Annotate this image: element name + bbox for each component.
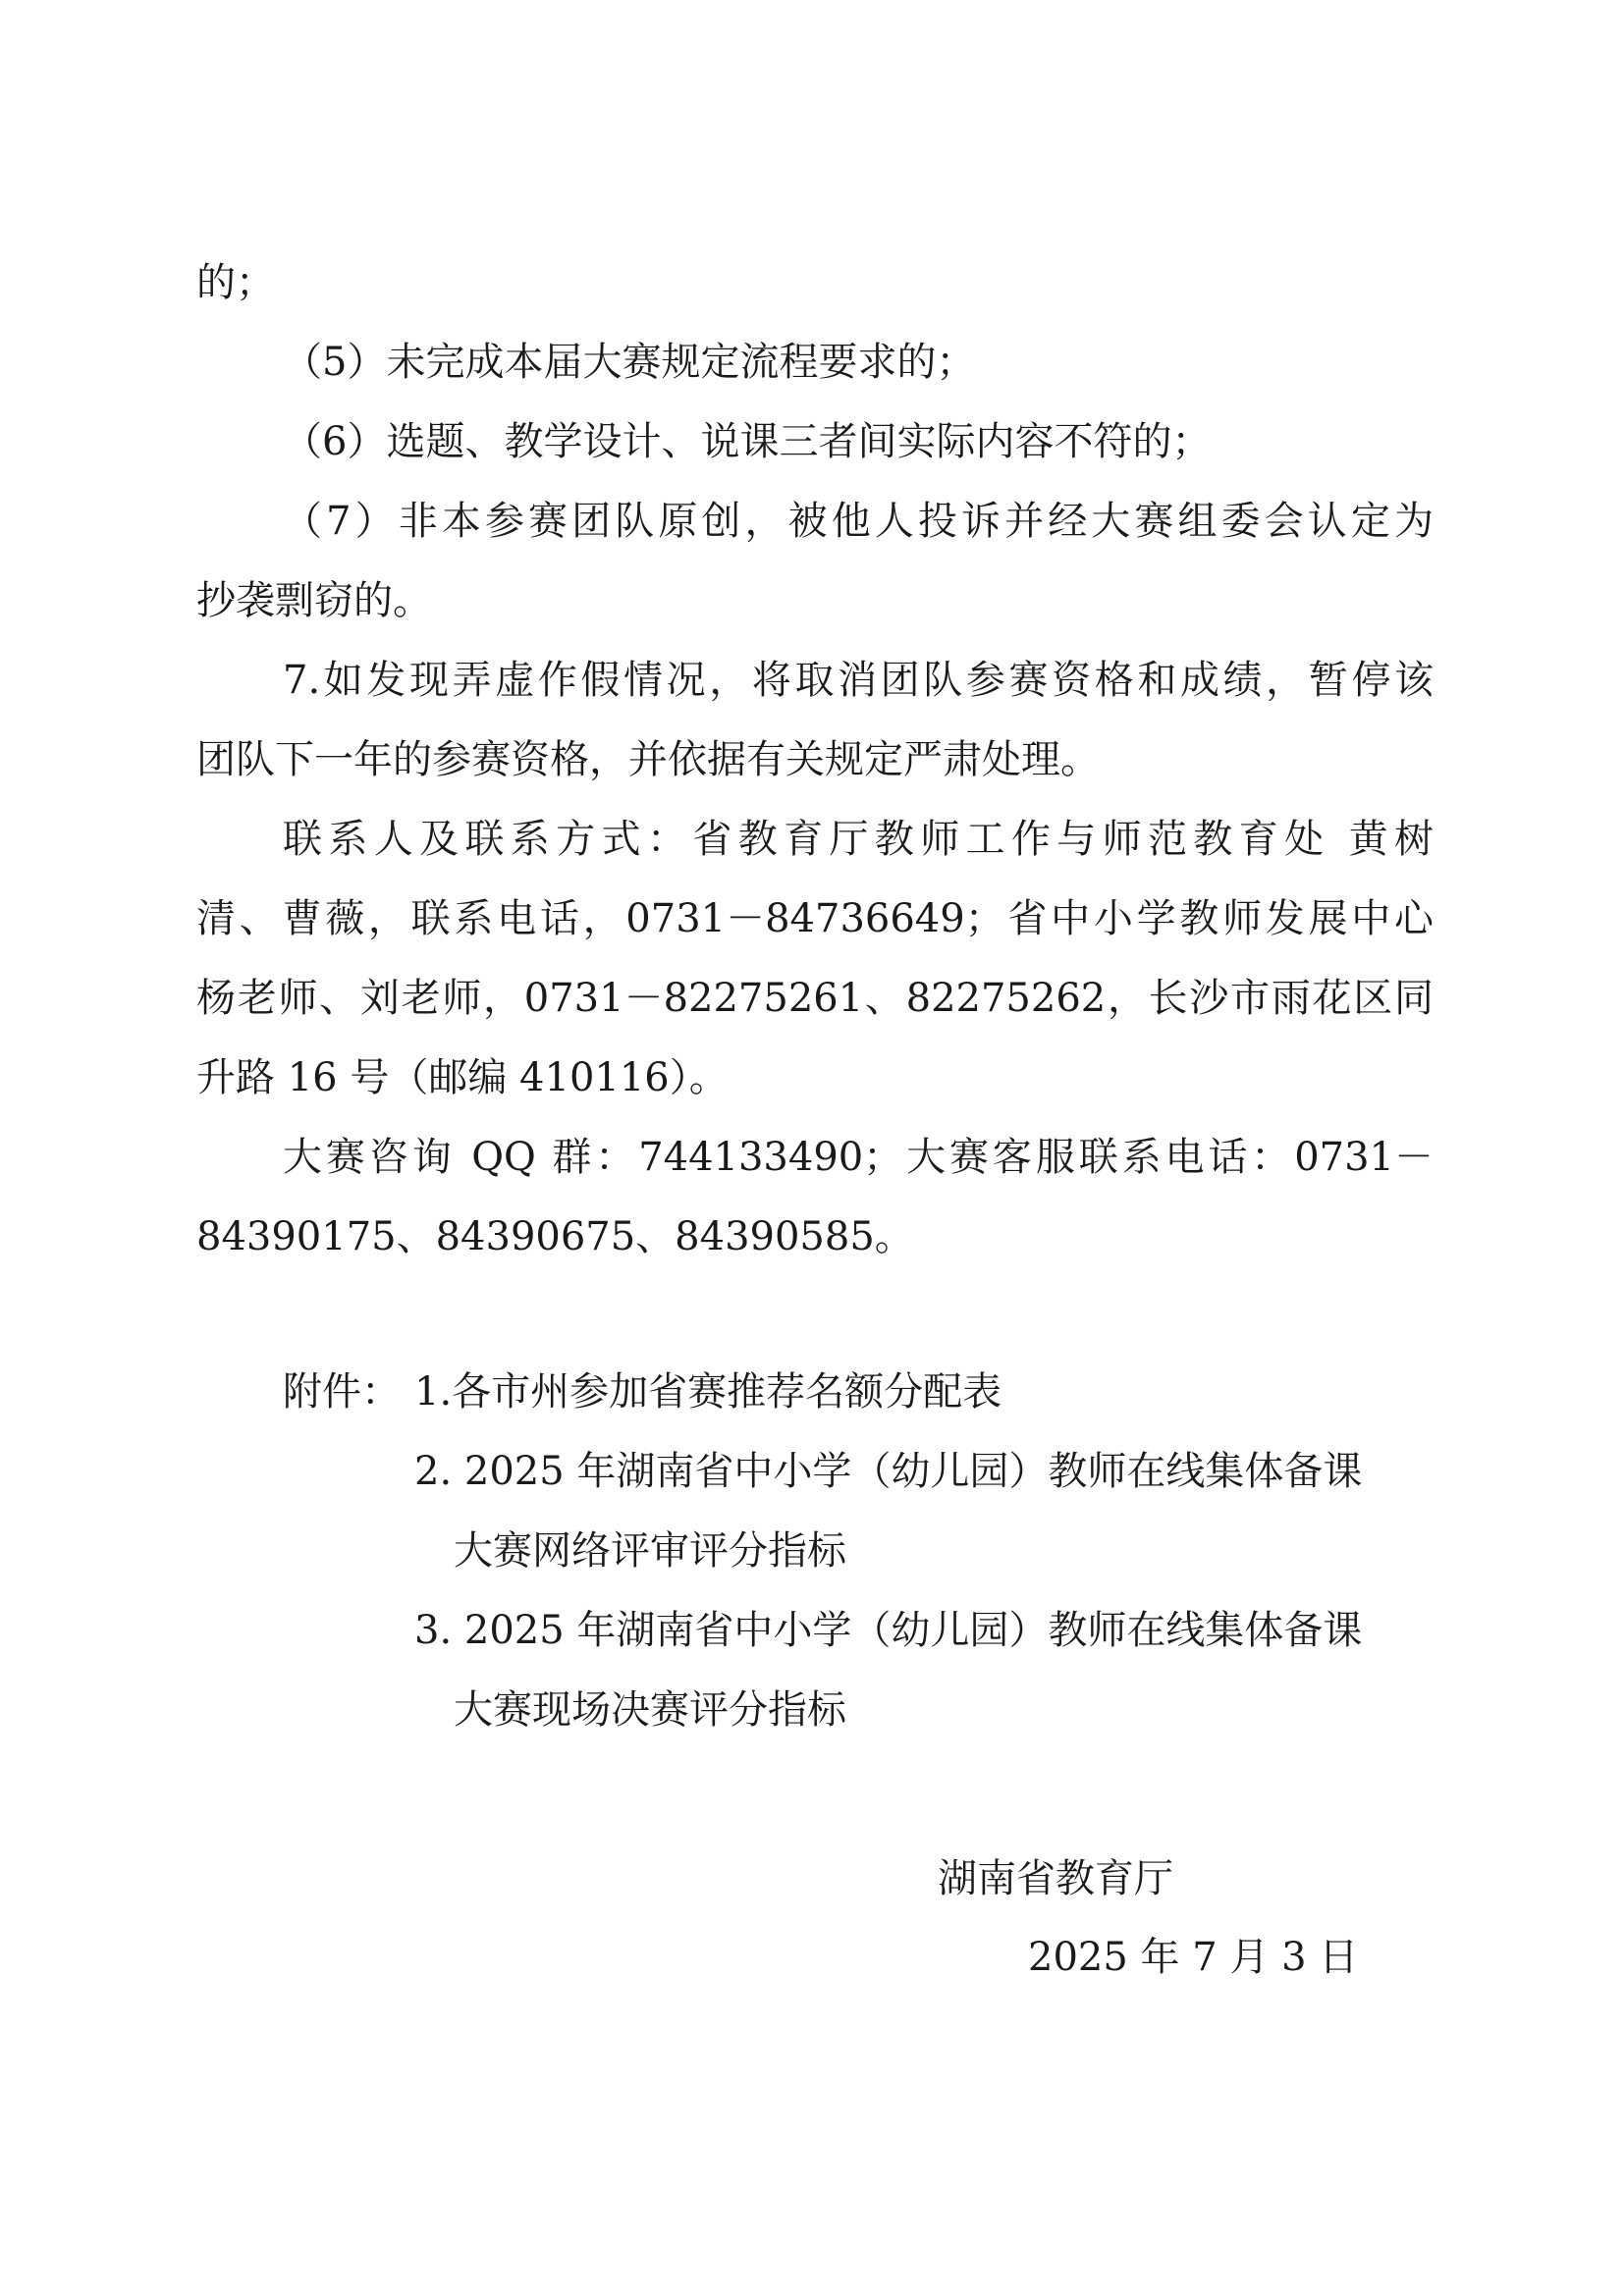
- attachments-label: 附件：: [283, 1369, 401, 1415]
- attachment-item-1: 1.各市州参加省赛推荐名额分配表: [414, 1369, 1002, 1415]
- body-line-8: 联系人及联系方式：省教育厅教师工作与师范教育处 黄树: [283, 817, 1434, 862]
- body-line-7: 团队下一年的参赛资格，并依据有关规定严肃处理。: [196, 737, 1100, 782]
- body-line-3: （6）选题、教学设计、说课三者间实际内容不符的；: [283, 419, 1212, 464]
- body-line-5: 抄袭剽窃的。: [196, 578, 432, 623]
- body-line-11: 升路 16 号（邮编 410116）。: [196, 1055, 729, 1100]
- body-line-1: 的；: [196, 260, 275, 305]
- attachment-item-2: 2. 2025 年湖南省中小学（幼儿园）教师在线集体备课: [414, 1449, 1363, 1494]
- issuer-org: 湖南省教育厅: [938, 1856, 1173, 1901]
- body-line-10: 杨老师、刘老师，0731－82275261、82275262，长沙市雨花区同: [196, 976, 1434, 1021]
- body-line-13: 84390175、84390675、84390585。: [196, 1214, 914, 1259]
- issue-date: 2025 年 7 月 3 日: [1028, 1935, 1359, 1980]
- body-line-2: （5）未完成本届大赛规定流程要求的；: [283, 340, 976, 385]
- body-line-9: 清、曹薇，联系电话，0731－84736649；省中小学教师发展中心: [196, 896, 1434, 941]
- attachment-item-3-cont: 大赛现场决赛评分指标: [454, 1687, 846, 1733]
- attachment-item-3: 3. 2025 年湖南省中小学（幼儿园）教师在线集体备课: [414, 1608, 1363, 1653]
- body-line-6: 7.如发现弄虚作假情况，将取消团队参赛资格和成绩，暂停该: [283, 658, 1434, 703]
- attachment-item-2-cont: 大赛网络评审评分指标: [454, 1528, 846, 1574]
- body-line-4: （7）非本参赛团队原创，被他人投诉并经大赛组委会认定为: [283, 499, 1434, 544]
- body-line-12: 大赛咨询 QQ 群：744133490；大赛客服联系电话：0731－: [283, 1135, 1434, 1180]
